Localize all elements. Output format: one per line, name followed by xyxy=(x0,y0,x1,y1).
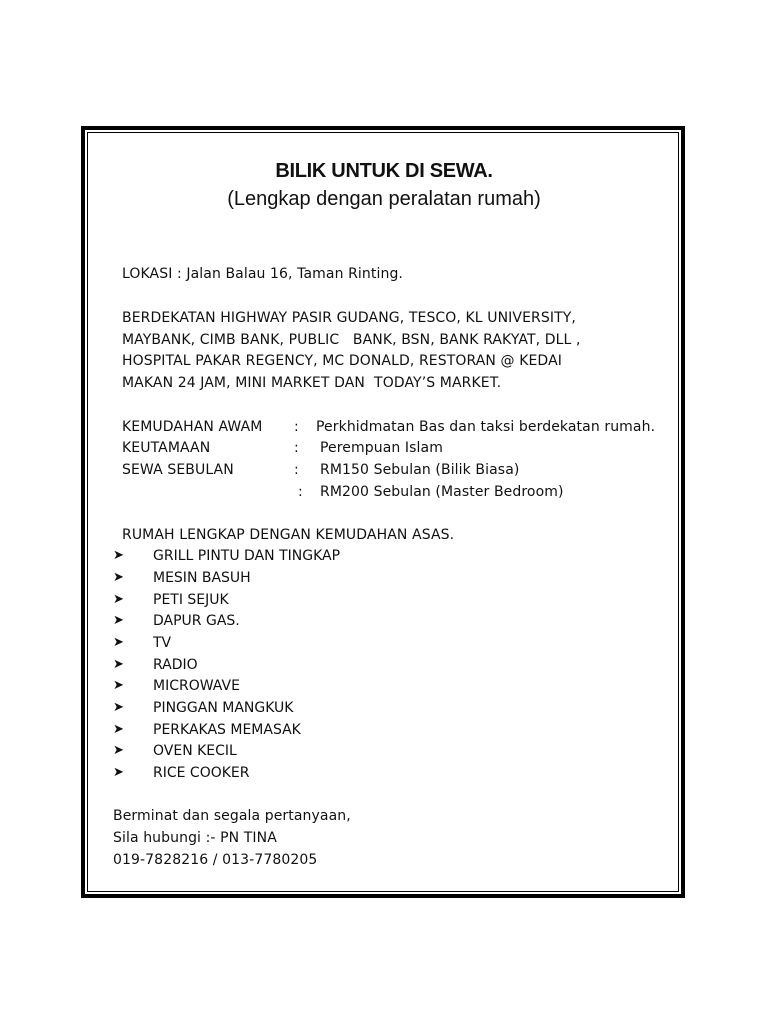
page-title: BILIK UNTUK DI SEWA. xyxy=(275,160,493,182)
nearby-line-4: MAKAN 24 JAM, MINI MARKET DAN TODAY’S MARKET. xyxy=(122,375,502,391)
list-item: PINGGAN MANGKUK xyxy=(153,700,294,716)
amenities-heading: RUMAH LENGKAP DENGAN KEMUDAHAN ASAS. xyxy=(122,527,455,543)
arrow-bullet-icon: ➤ xyxy=(113,657,124,672)
arrow-bullet-icon: ➤ xyxy=(113,570,124,585)
arrow-bullet-icon: ➤ xyxy=(113,613,124,628)
detail-separator: : xyxy=(294,462,299,478)
arrow-bullet-icon: ➤ xyxy=(113,722,124,737)
detail-separator: : xyxy=(294,440,299,456)
detail-label: SEWA SEBULAN xyxy=(122,462,234,478)
list-item: TV xyxy=(153,635,172,651)
location-line: LOKASI : Jalan Balau 16, Taman Rinting. xyxy=(122,266,403,282)
contact-line-2: Sila hubungi :- PN TINA xyxy=(113,830,277,846)
list-item: OVEN KECIL xyxy=(153,743,237,759)
list-item: MICROWAVE xyxy=(153,678,240,694)
contact-line-1: Berminat dan segala pertanyaan, xyxy=(113,808,351,824)
detail-separator: : xyxy=(294,419,299,435)
nearby-line-3: HOSPITAL PAKAR REGENCY, MC DONALD, RESTORAN @ KEDAI xyxy=(122,353,562,369)
arrow-bullet-icon: ➤ xyxy=(113,743,124,758)
list-item: MESIN BASUH xyxy=(153,570,251,586)
detail-label: KEUTAMAAN xyxy=(122,440,211,456)
arrow-bullet-icon: ➤ xyxy=(113,548,124,563)
detail-separator: : xyxy=(298,484,303,500)
page-subtitle: (Lengkap dengan peralatan rumah) xyxy=(227,188,541,210)
list-item: RADIO xyxy=(153,657,198,673)
nearby-line-2: MAYBANK, CIMB BANK, PUBLIC BANK, BSN, BANK RAKYAT, DLL , xyxy=(122,332,581,348)
list-item: PERKAKAS MEMASAK xyxy=(153,722,301,738)
detail-value: Perempuan Islam xyxy=(320,440,443,456)
list-item: PETI SEJUK xyxy=(153,592,229,608)
arrow-bullet-icon: ➤ xyxy=(113,592,124,607)
arrow-bullet-icon: ➤ xyxy=(113,700,124,715)
nearby-line-1: BERDEKATAN HIGHWAY PASIR GUDANG, TESCO, KL UNIVERSITY, xyxy=(122,310,576,326)
arrow-bullet-icon: ➤ xyxy=(113,765,124,780)
arrow-bullet-icon: ➤ xyxy=(113,678,124,693)
detail-value: RM200 Sebulan (Master Bedroom) xyxy=(320,484,564,500)
list-item: DAPUR GAS. xyxy=(153,613,240,629)
list-item: GRILL PINTU DAN TINGKAP xyxy=(153,548,341,564)
arrow-bullet-icon: ➤ xyxy=(113,635,124,650)
contact-phone: 019-7828216 / 013-7780205 xyxy=(113,852,318,868)
detail-value: RM150 Sebulan (Bilik Biasa) xyxy=(320,462,520,478)
detail-value: Perkhidmatan Bas dan taksi berdekatan rumah. xyxy=(316,419,656,435)
detail-label: KEMUDAHAN AWAM xyxy=(122,419,263,435)
list-item: RICE COOKER xyxy=(153,765,250,781)
